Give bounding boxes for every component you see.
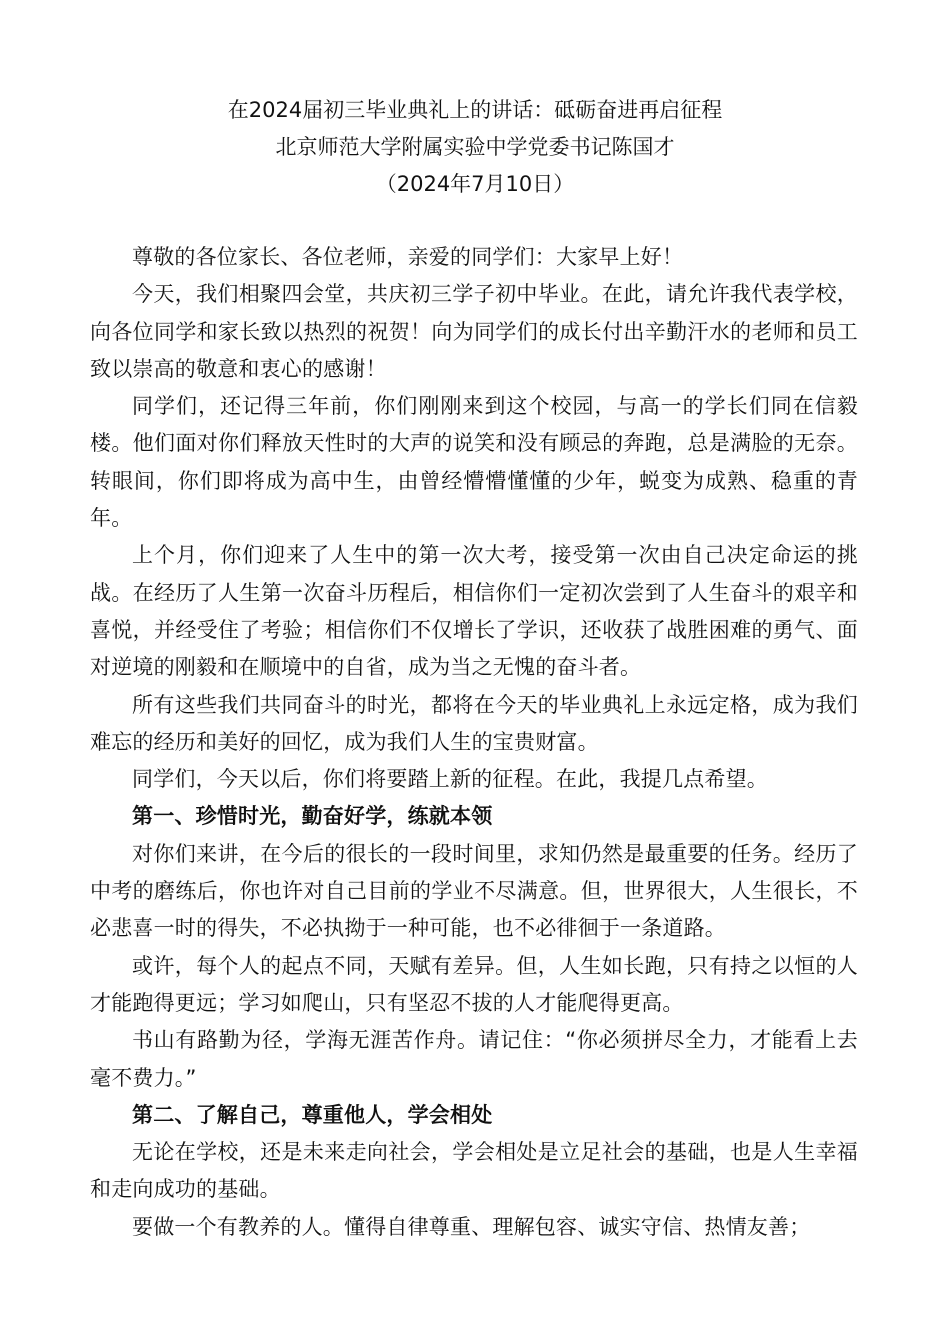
body-paragraph: 今天，我们相聚四会堂，共庆初三学子初中毕业。在此，请允许我代表学校，向各位同学和家长致以热烈的祝贺！向为同学们的成长付出辛勤汗水的老师和员工致以崇高的敬意和衷心的感谢！ [90,282,858,381]
body-paragraph: 同学们，今天以后，你们将要踏上新的征程。在此，我提几点希望。 [132,767,768,792]
greeting-paragraph: 尊敬的各位家长、各位老师，亲爱的同学们：大家早上好！ [132,245,684,269]
document-title: 在2024届初三毕业典礼上的讲话：砥砺奋进再启征程 [227,98,723,122]
body-paragraph: 所有这些我们共同奋斗的时光，都将在今天的毕业典礼上永远定格，成为我们难忘的经历和美好的回忆，成为我们人生的宝贵财富。 [90,692,858,754]
section-heading-2: 第二、了解自己，尊重他人，学会相处 [132,1102,493,1127]
body-paragraph: 上个月，你们迎来了人生中的第一次大考，接受第一次由自己决定命运的挑战。在经历了人生第一次奋斗历程后，相信你们一定初次尝到了人生奋斗的艰辛和喜悦，并经受住了考验；相信你们不仅增长了学识，还收获了战胜困难的勇气、面对逆境的刚毅和在顺境中的自省，成为当之无愧的奋斗者。 [90,543,858,680]
section-heading-1: 第一、珍惜时光，勤奋好学，练就本领 [132,804,493,829]
body-paragraph: 或许，每个人的起点不同，天赋有差异。但，人生如长跑，只有持之以恒的人才能跑得更远；学习如爬山，只有坚忍不拔的人才能爬得更高。 [90,953,858,1015]
document-body [90,239,858,1246]
body-paragraph: 对你们来讲，在今后的很长的一段时间里，求知仍然是最重要的任务。经历了中考的磨练后，你也许对自己目前的学业不尽满意。但，世界很大，人生很长，不必悲喜一时的得失，不必执拗于一种可能，也不必徘徊于一条道路。 [90,841,858,941]
body-paragraph: 同学们，还记得三年前，你们刚刚来到这个校园，与高一的学长们同在信毅楼。他们面对你们释放天性时的大声的说笑和没有顾忌的奔跑，总是满脸的无奈。转眼间，你们即将成为高中生，由曾经懵懵懂懂的少年，蜕变为成熟、稳重的青年。 [90,394,858,531]
body-paragraph: 要做一个有教养的人。懂得自律尊重、理解包容、诚实守信、热情友善； [132,1214,811,1239]
document-date: （2024年7月10日） [375,172,575,196]
body-paragraph: 无论在学校，还是未来走向社会，学会相处是立足社会的基础，也是人生幸福和走向成功的基础。 [90,1140,858,1202]
body-paragraph: 书山有路勤为径，学海无涯苦作舟。请记住：“你必须拼尽全力，才能看上去毫不费力。” [90,1028,858,1090]
document-header [0,92,950,203]
document-author: 北京师范大学附属实验中学党委书记陈国才 [275,135,675,159]
